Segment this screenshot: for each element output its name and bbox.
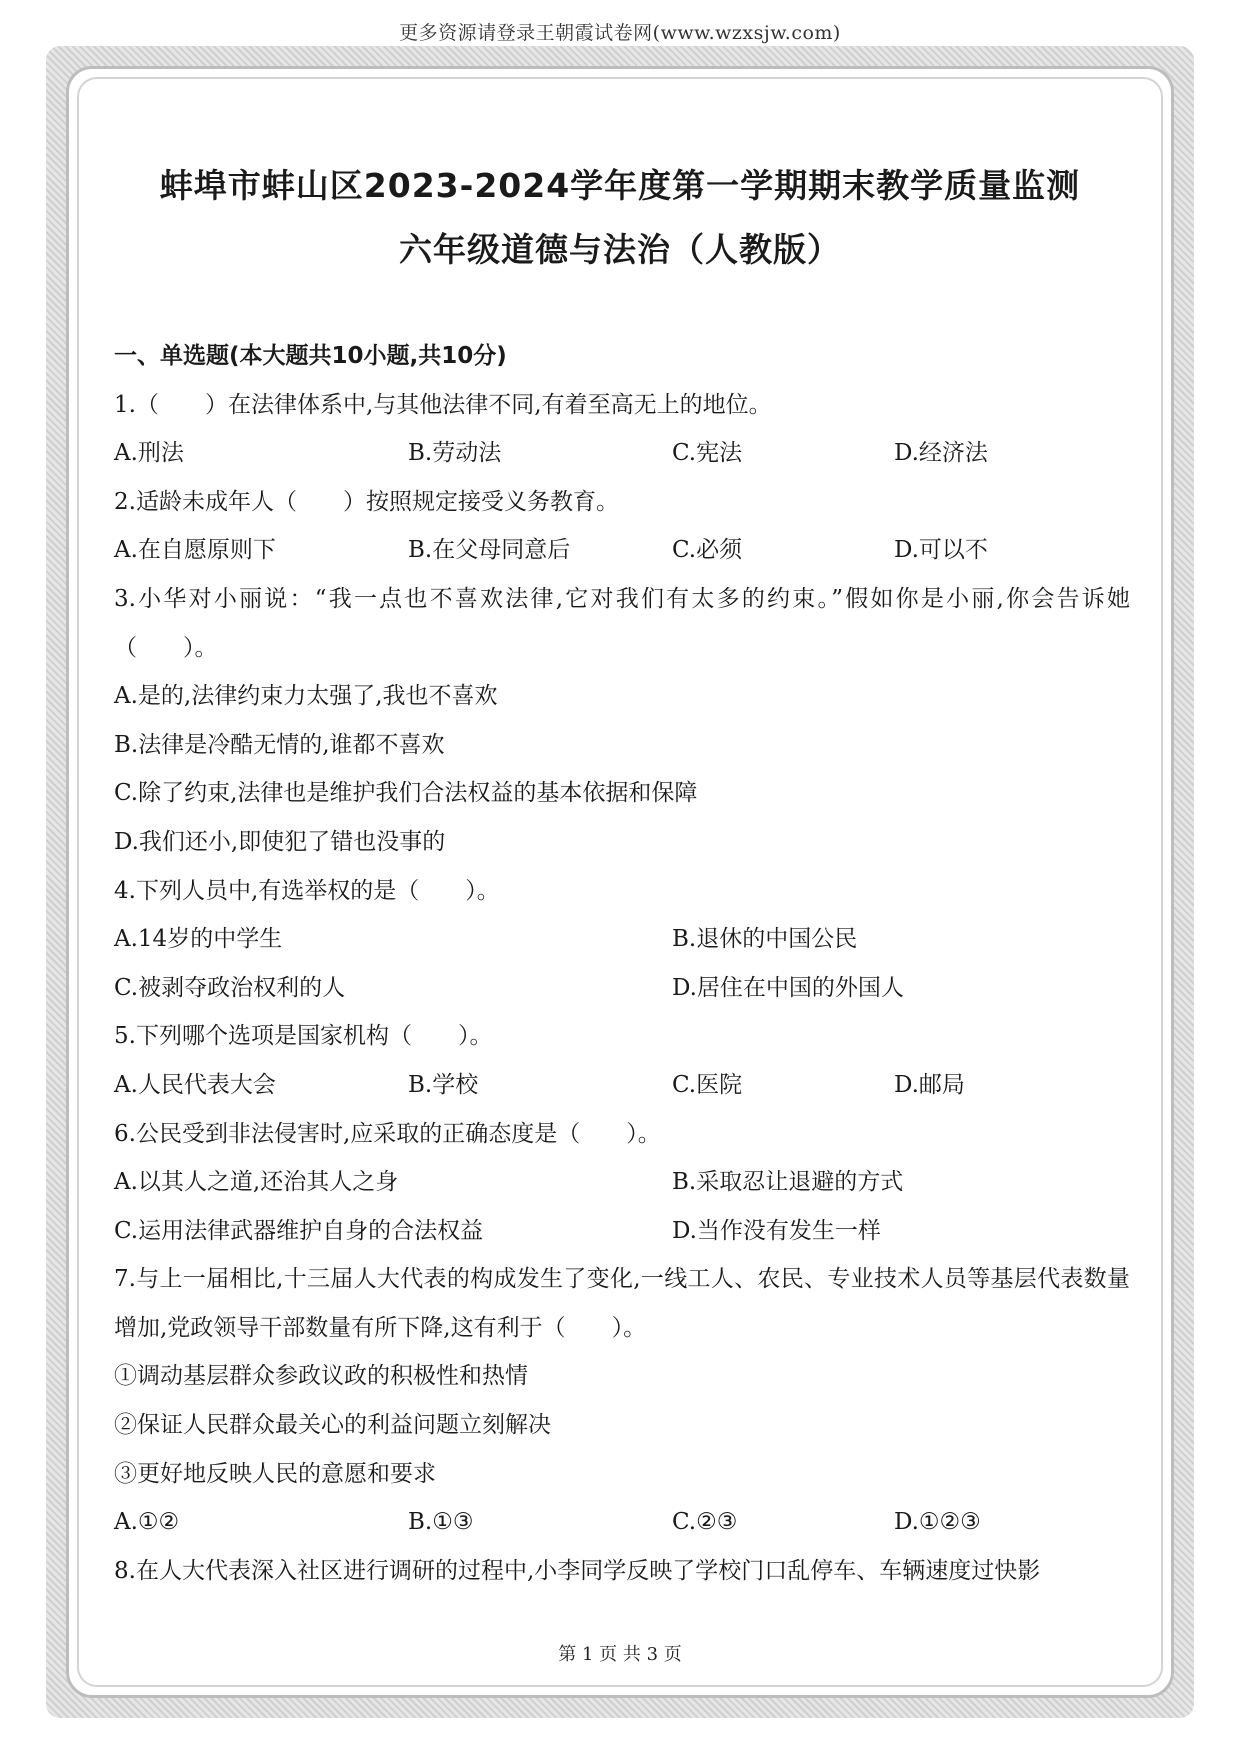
question-5-options bbox=[114, 1061, 1130, 1110]
option-b: B.在父母同意后 bbox=[408, 537, 571, 564]
option-d: D.可以不 bbox=[894, 537, 988, 564]
question-2-stem: 2.适龄未成年人（ ）按照规定接受义务教育。 bbox=[114, 488, 619, 515]
option-a: A.①② bbox=[114, 1509, 180, 1536]
option-b: B.法律是冷酷无情的,谁都不喜欢 bbox=[114, 731, 445, 758]
option-a: A.以其人之道,还治其人之身 bbox=[114, 1169, 399, 1196]
option-d: D.我们还小,即使犯了错也没事的 bbox=[114, 828, 446, 855]
statement-1: ①调动基层群众参政议政的积极性和热情 bbox=[114, 1363, 528, 1390]
question-1-stem: 1.（ ）在法律体系中,与其他法律不同,有着至高无上的地位。 bbox=[114, 391, 772, 418]
option-a: A.是的,法律约束力太强了,我也不喜欢 bbox=[114, 683, 498, 710]
question-7-options bbox=[114, 1498, 1130, 1547]
question-4-stem: 4.下列人员中,有选举权的是（ ）。 bbox=[114, 877, 500, 904]
statement-2: ②保证人民群众最关心的利益问题立刻解决 bbox=[114, 1412, 551, 1439]
question-6-options-row1 bbox=[114, 1158, 1130, 1207]
question-2-options bbox=[114, 526, 1130, 575]
option-c: C.运用法律武器维护自身的合法权益 bbox=[114, 1217, 484, 1244]
question-6-options-row2 bbox=[114, 1207, 1130, 1256]
option-d: D.居住在中国的外国人 bbox=[672, 974, 904, 1001]
option-b: B.①③ bbox=[408, 1509, 474, 1536]
question-1-options bbox=[114, 429, 1130, 478]
option-c: C.②③ bbox=[672, 1509, 738, 1536]
question-3-stem: 3.小华对小丽说：“我一点也不喜欢法律,它对我们有太多的约束。”假如你是小丽,你会告诉她（ ）。 bbox=[114, 585, 1130, 661]
option-d: D.邮局 bbox=[894, 1071, 965, 1098]
option-b: B.学校 bbox=[408, 1071, 479, 1098]
option-d: D.当作没有发生一样 bbox=[672, 1217, 881, 1244]
question-7-stem: 7.与上一届相比,十三届人大代表的构成发生了变化,一线工人、农民、专业技术人员等基层代表数量增加,党政领导干部数量有所下降,这有利于（ ）。 bbox=[114, 1266, 1130, 1341]
option-d: D.①②③ bbox=[894, 1509, 981, 1536]
statement-3: ③更好地反映人民的意愿和要求 bbox=[114, 1460, 436, 1487]
option-d: D.经济法 bbox=[894, 440, 988, 467]
page-number: 第 1 页 共 3 页 bbox=[558, 1644, 682, 1665]
option-b: B.劳动法 bbox=[408, 440, 502, 467]
question-5-stem: 5.下列哪个选项是国家机构（ ）。 bbox=[114, 1023, 493, 1050]
question-6-stem: 6.公民受到非法侵害时,应采取的正确态度是（ ）。 bbox=[114, 1120, 661, 1147]
exam-title: 蚌埠市蚌山区2023-2024学年度第一学期期末教学质量监测 bbox=[159, 166, 1081, 205]
question-8-stem: 8.在人大代表深入社区进行调研的过程中,小李同学反映了学校门口乱停车、车辆速度过快影 bbox=[114, 1557, 1041, 1584]
question-4-options-row1 bbox=[114, 915, 1130, 964]
exam-subtitle: 六年级道德与法治（人教版） bbox=[399, 230, 841, 269]
watermark-text: 更多资源请登录王朝霞试卷网(www.wzxsjw.com) bbox=[399, 22, 841, 44]
option-c: C.必须 bbox=[672, 537, 743, 564]
option-a: A.人民代表大会 bbox=[114, 1071, 276, 1098]
question-4-options-row2 bbox=[114, 964, 1130, 1013]
option-a: A.在自愿原则下 bbox=[114, 537, 276, 564]
question-list bbox=[114, 332, 1130, 1595]
option-c: C.除了约束,法律也是维护我们合法权益的基本依据和保障 bbox=[114, 780, 698, 807]
option-b: B.退休的中国公民 bbox=[672, 926, 858, 953]
option-c: C.被剥夺政治权利的人 bbox=[114, 974, 346, 1001]
option-b: B.采取忍让退避的方式 bbox=[672, 1169, 904, 1196]
option-c: C.医院 bbox=[672, 1071, 743, 1098]
option-c: C.宪法 bbox=[672, 440, 743, 467]
option-a: A.刑法 bbox=[114, 440, 184, 467]
section-heading: 一、单选题(本大题共10小题,共10分) bbox=[114, 343, 507, 369]
option-a: A.14岁的中学生 bbox=[114, 926, 283, 953]
